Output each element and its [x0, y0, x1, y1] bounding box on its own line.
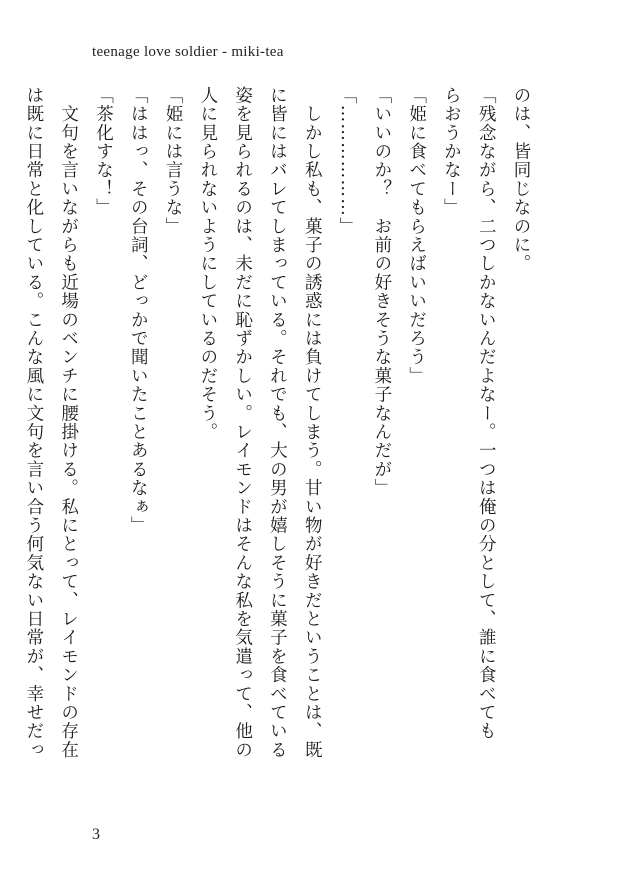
text-line: は既に日常と化している。こんな風に文句を言い合う何気ない日常が、幸せだっ	[23, 86, 44, 760]
text-line: のは、皆同じなのに。	[511, 86, 531, 273]
text-line: らおうかなー」	[441, 86, 462, 217]
page-number: 3	[92, 826, 100, 843]
text-line: 「姫に食べてもらえばいいだろう」	[406, 86, 427, 386]
running-header-title: teenage love soldier - miki-tea	[92, 44, 284, 60]
vertical-body-text	[23, 86, 538, 794]
text-line: 「姫には言うな」	[163, 86, 184, 236]
text-line: 人に見られないようにしているのだそう。	[197, 86, 218, 442]
text-line: 「いいのか？ お前の好きそうな菓子なんだが」	[371, 86, 392, 498]
text-line: 「茶化すな！」	[93, 86, 114, 217]
text-line: 「………………」	[337, 86, 358, 236]
text-line: 文句を言いながらも近場のベンチに腰掛ける。私にとって、レイモンドの存在	[58, 86, 79, 760]
text-line: しかし私も、菓子の誘惑には負けてしまう。甘い物が好きだということは、既	[302, 86, 323, 760]
text-line: 「残念ながら、二つしかないんだよなー。一つは俺の分として、誰に食べても	[476, 86, 497, 741]
text-line: 「ははっ、その台詞、どっかで聞いたことあるなぁ」	[128, 86, 149, 535]
text-line: 姿を見られるのは、未だに恥ずかしい。レイモンドはそんな私を気遣って、他の	[232, 86, 253, 760]
text-line: に皆にはバレてしまっている。それでも、大の男が嬉しそうに菓子を食べている	[267, 86, 288, 760]
